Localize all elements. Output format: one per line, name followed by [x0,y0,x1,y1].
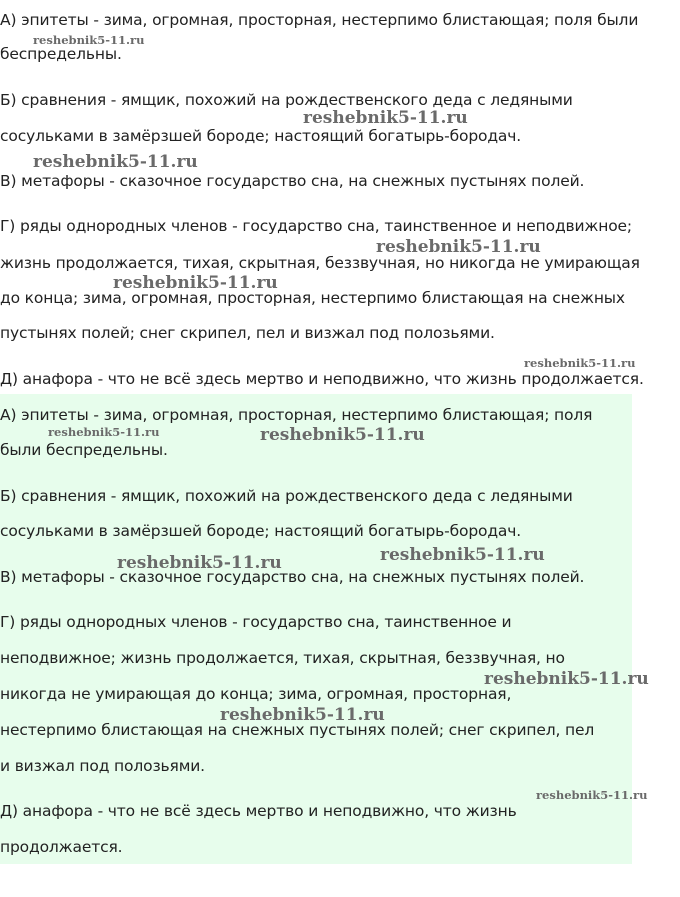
watermark: reshebnik5-11.ru [484,669,649,689]
block2-line-d5: и визжал под полозьями. [0,757,205,775]
block1-line-d1: Г) ряды однородных членов - государство сна, таинственное и неподвижное; [0,217,633,235]
watermark: reshebnik5-11.ru [524,356,636,370]
block2-line-b1: Б) сравнения - ямщик, похожий на рождественского деда с ледяными [0,487,573,505]
watermark: reshebnik5-11.ru [33,33,145,47]
watermark: reshebnik5-11.ru [536,788,648,802]
watermark: reshebnik5-11.ru [260,425,425,445]
block2-line-e1: Д) анафора - что не всё здесь мертво и неподвижно, что жизнь [0,802,517,820]
block2-line-d3: никогда не умирающая до конца; зима, огромная, просторная, [0,685,512,703]
block1-line-d3: до конца; зима, огромная, просторная, нестерпимо блистающая на снежных [0,289,625,307]
block2-line-e2: продолжается. [0,838,123,856]
block2-line-d2: неподвижное; жизнь продолжается, тихая, скрытная, беззвучная, но [0,649,565,667]
block1-line-b1: Б) сравнения - ямщик, похожий на рождественского деда с ледяными [0,91,573,109]
block2-line-b2: сосульками в замёрзшей бороде; настоящий богатырь-бородач. [0,522,522,540]
block1-line-d2: жизнь продолжается, тихая, скрытная, беззвучная, но никогда не умирающая [0,254,640,272]
watermark: reshebnik5-11.ru [220,705,385,725]
block1-line-c1: В) метафоры - сказочное государство сна, на снежных пустынях полей. [0,172,585,190]
watermark: reshebnik5-11.ru [380,545,545,565]
block1-line-b2: сосульками в замёрзшей бороде; настоящий богатырь-бородач. [0,127,522,145]
block2-line-d1: Г) ряды однородных членов - государство сна, таинственное и [0,613,512,631]
watermark: reshebnik5-11.ru [113,273,278,293]
block2-line-c1: В) метафоры - сказочное государство сна, на снежных пустынях полей. [0,568,585,586]
block1-line-a2: беспредельны. [0,45,122,63]
watermark: reshebnik5-11.ru [33,152,198,172]
watermark: reshebnik5-11.ru [117,553,282,573]
watermark: reshebnik5-11.ru [376,237,541,257]
watermark: reshebnik5-11.ru [48,425,160,439]
block2-line-a2: были беспредельны. [0,441,168,459]
watermark: reshebnik5-11.ru [303,108,468,128]
block1-line-d4: пустынях полей; снег скрипел, пел и визжал под полозьями. [0,324,495,342]
block2-line-a1: А) эпитеты - зима, огромная, просторная, нестерпимо блистающая; поля [0,406,593,424]
block1-line-a1: А) эпитеты - зима, огромная, просторная, нестерпимо блистающая; поля были [0,11,639,29]
block2-line-d4: нестерпимо блистающая на снежных пустынях полей; снег скрипел, пел [0,721,595,739]
block1-line-e1: Д) анафора - что не всё здесь мертво и неподвижно, что жизнь продолжается. [0,370,644,388]
